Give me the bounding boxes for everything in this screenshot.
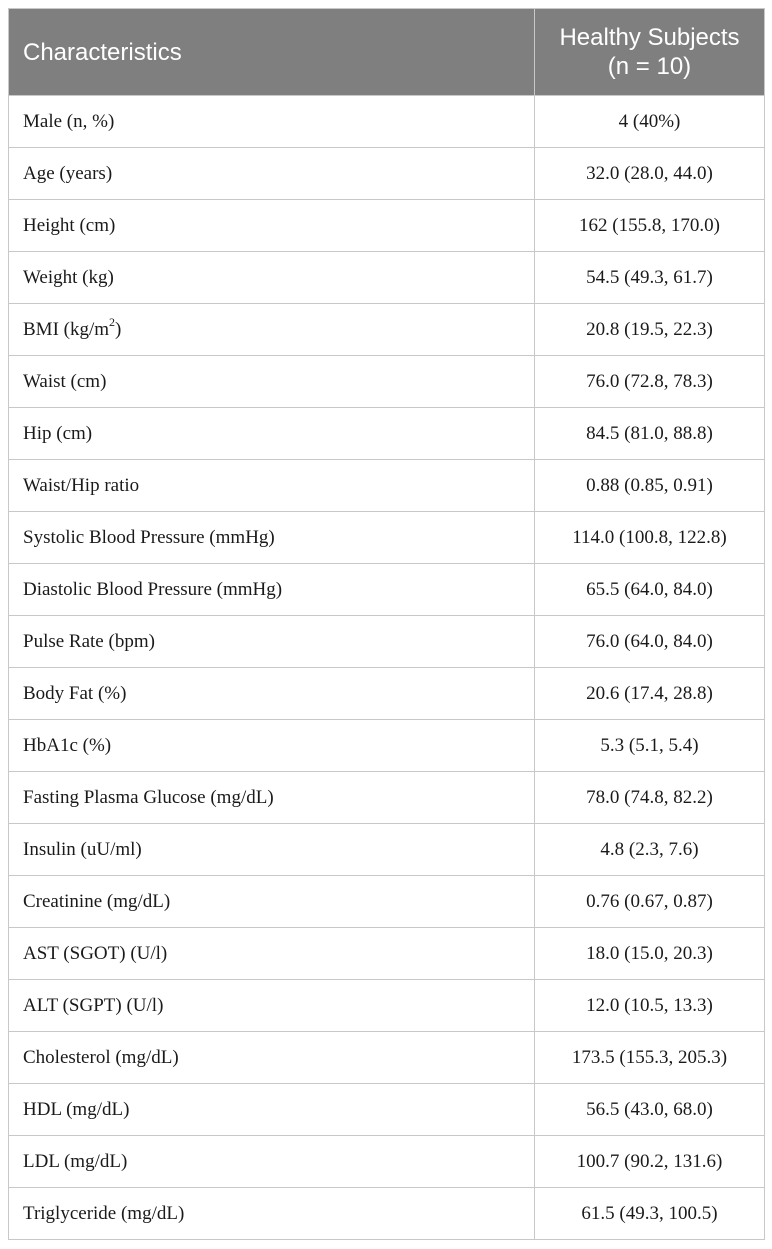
row-value: 65.5 (64.0, 84.0) — [535, 564, 765, 616]
table-row — [9, 512, 765, 564]
row-value: 100.7 (90.2, 131.6) — [535, 1136, 765, 1188]
table-row — [9, 200, 765, 252]
row-label: Systolic Blood Pressure (mmHg) — [9, 512, 535, 564]
row-label: Fasting Plasma Glucose (mg/dL) — [9, 772, 535, 824]
row-value: 56.5 (43.0, 68.0) — [535, 1084, 765, 1136]
row-label: ALT (SGPT) (U/l) — [9, 980, 535, 1032]
header-healthy-subjects-title: Healthy Subjects — [559, 24, 740, 51]
characteristics-table — [8, 8, 765, 1240]
table-row — [9, 824, 765, 876]
row-label: HDL (mg/dL) — [9, 1084, 535, 1136]
row-label: Diastolic Blood Pressure (mmHg) — [9, 564, 535, 616]
row-value: 114.0 (100.8, 122.8) — [535, 512, 765, 564]
row-label: AST (SGOT) (U/l) — [9, 928, 535, 980]
row-value: 173.5 (155.3, 205.3) — [535, 1032, 765, 1084]
row-value: 5.3 (5.1, 5.4) — [535, 720, 765, 772]
row-value: 20.8 (19.5, 22.3) — [535, 304, 765, 356]
table-row — [9, 668, 765, 720]
row-value: 12.0 (10.5, 13.3) — [535, 980, 765, 1032]
table-row — [9, 1032, 765, 1084]
table-row — [9, 564, 765, 616]
row-label: Cholesterol (mg/dL) — [9, 1032, 535, 1084]
row-label: Pulse Rate (bpm) — [9, 616, 535, 668]
table-row — [9, 720, 765, 772]
table-row — [9, 408, 765, 460]
row-value: 4.8 (2.3, 7.6) — [535, 824, 765, 876]
table-row — [9, 304, 765, 356]
row-label: Male (n, %) — [9, 96, 535, 148]
row-value: 84.5 (81.0, 88.8) — [535, 408, 765, 460]
table-row — [9, 356, 765, 408]
header-characteristics: Characteristics — [9, 9, 535, 96]
row-label: Triglyceride (mg/dL) — [9, 1188, 535, 1240]
row-value: 32.0 (28.0, 44.0) — [535, 148, 765, 200]
table-row — [9, 1084, 765, 1136]
table-row — [9, 1188, 765, 1240]
table-row — [9, 460, 765, 512]
row-label: Waist (cm) — [9, 356, 535, 408]
row-label: LDL (mg/dL) — [9, 1136, 535, 1188]
row-label: Creatinine (mg/dL) — [9, 876, 535, 928]
row-value: 78.0 (74.8, 82.2) — [535, 772, 765, 824]
table-body — [9, 96, 765, 1240]
row-value: 18.0 (15.0, 20.3) — [535, 928, 765, 980]
header-healthy-subjects-count: (n = 10) — [607, 53, 692, 80]
row-value: 0.76 (0.67, 0.87) — [535, 876, 765, 928]
row-label-text: BMI (kg/m — [23, 318, 110, 340]
row-label: Body Fat (%) — [9, 668, 535, 720]
table-row — [9, 876, 765, 928]
row-label: Hip (cm) — [9, 408, 535, 460]
row-label — [9, 304, 535, 356]
header-healthy-subjects — [535, 9, 765, 96]
row-label: Height (cm) — [9, 200, 535, 252]
row-label: Waist/Hip ratio — [9, 460, 535, 512]
row-value: 162 (155.8, 170.0) — [535, 200, 765, 252]
row-label-text-end: ) — [115, 318, 122, 340]
row-value: 54.5 (49.3, 61.7) — [535, 252, 765, 304]
row-label: Insulin (uU/ml) — [9, 824, 535, 876]
table-row — [9, 252, 765, 304]
row-label: HbA1c (%) — [9, 720, 535, 772]
row-value: 4 (40%) — [535, 96, 765, 148]
row-label: Age (years) — [9, 148, 535, 200]
row-label-superscript: 2 — [109, 315, 116, 330]
table-row — [9, 772, 765, 824]
row-value: 76.0 (64.0, 84.0) — [535, 616, 765, 668]
table-header — [9, 9, 765, 96]
row-label: Weight (kg) — [9, 252, 535, 304]
table-row — [9, 616, 765, 668]
table-row — [9, 148, 765, 200]
row-value: 61.5 (49.3, 100.5) — [535, 1188, 765, 1240]
characteristics-table-container — [8, 8, 764, 1240]
row-value: 0.88 (0.85, 0.91) — [535, 460, 765, 512]
row-value: 20.6 (17.4, 28.8) — [535, 668, 765, 720]
table-row — [9, 1136, 765, 1188]
table-row — [9, 96, 765, 148]
row-value: 76.0 (72.8, 78.3) — [535, 356, 765, 408]
header-row — [9, 9, 765, 96]
table-row — [9, 980, 765, 1032]
table-row — [9, 928, 765, 980]
